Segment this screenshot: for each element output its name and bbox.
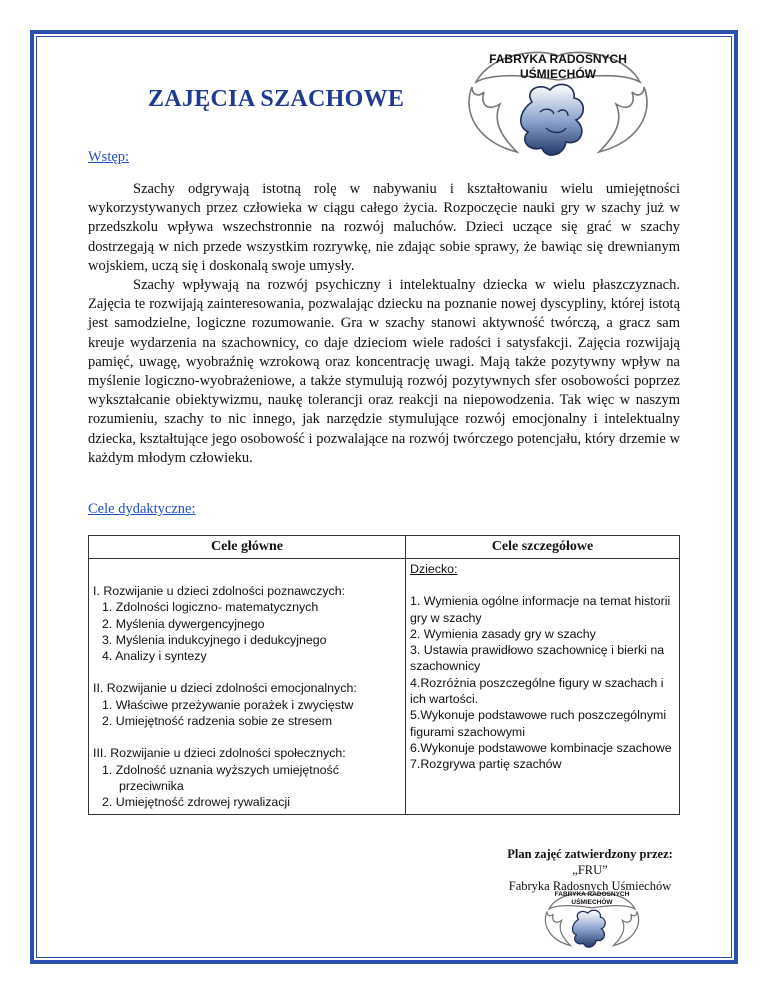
approval-block [480, 846, 700, 894]
approval-line2: „FRU” [572, 863, 608, 877]
main-goal-item: 4. Analizy i syntezy [102, 649, 207, 664]
approval-line1: Plan zajęć zatwierdzony przez: [507, 847, 673, 861]
main-goal-item: 1. Właściwe przeżywanie porażek i zwycięstw [102, 697, 354, 712]
intro-paragraph-1: Szachy odgrywają istotną rolę w nabywaniu i kształtowaniu wielu umiejętności wykorzystywanych przez człowieka w ciągu całego życia. Rozpoczęcie nauki gry w szachy już w przedszkolu wpływa wszechstronnie na rozwój maluchów. Dzieci uczące się grać w szachy dostrzegają w nich przede wszystkim rozrywkę, nie zdając sobie sprawy, że bawiąc się drewnianym wojskiem, uczą się i doskonalą swoje umysły. [88, 181, 680, 274]
main-goal-group [93, 745, 401, 810]
detail-goal-item: 5.Wykonuje podstawowe ruch poszczególnymi figurami szachowymi [410, 708, 667, 739]
main-goal-title: II. Rozwijanie u dzieci zdolności emocjonalnych: [93, 681, 357, 696]
fru-logo [462, 42, 654, 172]
main-goal-item: 2. Myślenia dywergencyjnego [102, 616, 265, 631]
intro-paragraph-2: Szachy wpływają na rozwój psychiczny i intelektualny dziecka w wielu płaszczyznach. Zajęcia te rozwijają zainteresowania, pozwalając dziecku na poznanie nowej dyscypliny, której istotą jest samodzielne, logiczne rozumowanie. Gra w szachy stanowi aktywność twórczą, a gracz sam kreuje wydarzenia na szachownicy, co daje dzieciom wiele radości i satysfakcji. Zajęcia rozwijają pamięć, uwagę, wyobraźnię wzrokową oraz koncentrację uwagi. Mają także pozytywny wpływ na myślenie logiczno-wyobrażeniowe, a także stymulują rozwój pozytywnych sfer osobowości poprzez wykształcanie obiektywizmu, naukę tolerancji oraz reakcji na niepowodzenia. Tak więc w naszym rozumieniu, szachy to nic innego, jak narzędzie stymulujące rozwój emocjonalny i intelektualny dziecka, kształtujące jego osobowość i pozwalające na rozwój twórczego potencjału, który drzemie w każdym młodym człowieku. [88, 277, 680, 466]
page-border-inner [36, 36, 732, 958]
detail-goal-item: 3. Ustawia prawidłowo szachownicę i bierki na szachownicy [410, 643, 665, 674]
intro-heading: Wstęp: [88, 149, 130, 165]
small-logo-text-line2: UŚMIECHÓW [571, 899, 613, 906]
main-goal-title: I. Rozwijanie u dzieci zdolności poznawczych: [93, 584, 346, 598]
main-goal-group [93, 583, 401, 664]
main-goal-item: 1. Zdolności logiczno- matematycznych [102, 600, 319, 615]
main-goal-item: 3. Myślenia indukcyjnego i dedukcyjnego [102, 632, 327, 647]
detail-goals-cell [406, 559, 680, 815]
goals-header-row [89, 536, 680, 559]
goals-table [88, 535, 680, 815]
main-goal-item: 1. Zdolność uznania wyższych umiejętność przeciwnika [102, 762, 339, 793]
logo-text-line1: FABRYKA RADOSNYCH [489, 52, 627, 66]
goals-heading: Cele dydaktyczne: [88, 501, 196, 517]
goals-body-row [89, 559, 680, 815]
detail-goal-item: 4.Rozróżnia poszczególne figury w szachach i ich wartości. [410, 675, 664, 707]
detail-goal-item: 6.Wykonuje podstawowe kombinacje szachowe [410, 740, 672, 755]
intro-text [88, 180, 680, 468]
main-goal-item: 2. Umiejętność zdrowej rywalizacji [102, 795, 290, 810]
main-goal-title: III. Rozwijanie u dzieci zdolności społecznych: [93, 746, 346, 761]
detail-goals-header: Cele szczegółowe [406, 536, 680, 559]
main-goal-item: 2. Umiejętność radzenia sobie ze stresem [102, 714, 333, 729]
detail-goal-item: 7.Rozgrywa partię szachów [410, 757, 562, 772]
main-goals-cell [89, 559, 406, 815]
main-goal-group [93, 680, 401, 729]
main-goals-header: Cele główne [89, 536, 406, 559]
small-logo-text [540, 891, 644, 907]
fru-logo-small [540, 888, 644, 956]
approval-line3: Fabryka Radosnych Uśmiechów [508, 879, 672, 893]
small-logo-text-line1: FABRYKA RADOSNYCH [554, 891, 630, 898]
page-title: ZAJĘCIA SZACHOWE [148, 86, 405, 112]
detail-goal-item: 2. Wymienia zasady gry w szachy [410, 626, 596, 641]
detail-goal-item: 1. Wymienia ogólne informacje na temat historii gry w szachy [410, 594, 671, 625]
detail-intro: Dziecko: [410, 562, 458, 576]
logo-text-line2: UŚMIECHÓW [520, 67, 596, 81]
